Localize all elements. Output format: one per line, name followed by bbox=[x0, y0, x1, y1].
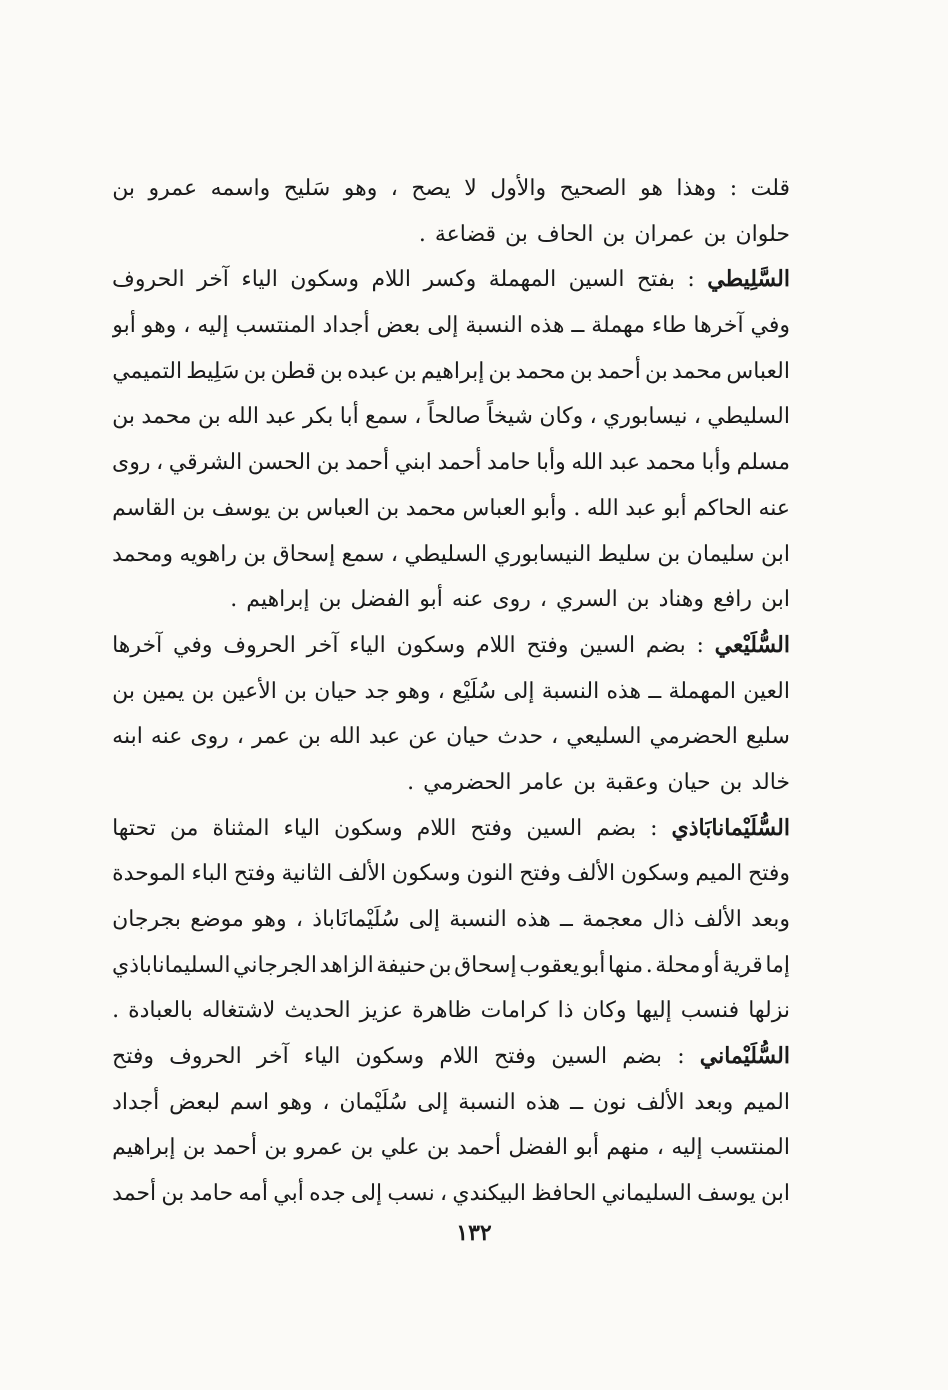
text-line: السَّلِيطي : بفتح السين المهملة وكسر اللام وسكون الياء آخر الحروف bbox=[112, 266, 790, 293]
text-line: المنتسب إليه ، منهم أبو الفضل أحمد بن علي بن عمرو بن أحمد بن إبراهيم bbox=[112, 1135, 790, 1161]
text-line: السليطي ، نيسابوري ، وكان شيخاً صالحاً ، سمع أبا بكر عبد الله بن محمد بن bbox=[112, 404, 790, 430]
text-line: العباس محمد بن أحمد بن محمد بن إبراهيم بن عبده بن قطن بن سَلِيط التميمي bbox=[112, 358, 790, 384]
text-line: ابن سليمان بن سليط النيسابوري السليطي ، سمع إسحاق بن راهويه ومحمد bbox=[112, 541, 790, 567]
text-line: خالد بن حيان وعقبة بن عامر الحضرمي . bbox=[407, 769, 790, 795]
text-line: مسلم وأبا محمد عبد الله وأبا حامد أحمد ابني أحمد بن الحسن الشرقي ، روى bbox=[112, 450, 790, 476]
text-line: الميم وبعد الألف نون ــ هذه النسبة إلى سُلَيْمان ، وهو اسم لبعض أجداد bbox=[112, 1089, 790, 1115]
text-line: السُّلَيْمانابَاذي : بضم السين وفتح اللام وسكون الياء المثناة من تحتها bbox=[112, 814, 790, 841]
text-line: وفي آخرها طاء مهملة ــ هذه النسبة إلى بعض أجداد المنتسب إليه ، وهو أبو bbox=[112, 313, 790, 339]
text-line: سليع الحضرمي السليعي ، حدث حيان عن عبد الله بن عمر ، روى عنه ابنه bbox=[112, 724, 790, 750]
page-number: ١٣٢ bbox=[456, 1220, 492, 1246]
text-line: وبعد الألف ذال معجمة ــ هذه النسبة إلى سُلَيْمانَاباذ ، وهو موضع بجرجان bbox=[112, 907, 790, 932]
text-line: قلت : وهذا هو الصحيح والأول لا يصح ، وهو سَليح واسمه عمرو بن bbox=[112, 176, 790, 201]
text-line: حلوان بن عمران بن الحاف بن قضاعة . bbox=[418, 221, 790, 247]
text-line: السُّلَيْعي : بضم السين وفتح اللام وسكون الياء آخر الحروف وفي آخرها bbox=[112, 631, 790, 658]
text-line: إما قرية أو محلة . منها أبو يعقوب إسحاق بن حنيفة الزاهد الجرجاني السليماناباذي bbox=[112, 952, 790, 978]
text-line: نزلها فنسب إليها وكان ذا كرامات ظاهرة عزيز الحديث لاشتغاله بالعبادة . bbox=[112, 998, 790, 1024]
text-line: ابن رافع وهناد بن السري ، روى عنه أبو الفضل بن إبراهيم . bbox=[230, 587, 790, 613]
text-line: العين المهملة ــ هذه النسبة إلى سُلَيْع ، وهو جد حيان بن الأعين بن يمين بن bbox=[112, 678, 790, 704]
body-text bbox=[112, 166, 790, 1217]
text-line: عنه الحاكم أبو عبد الله . وأبو العباس محمد بن العباس بن يوسف بن القاسم bbox=[112, 495, 790, 521]
text-line: ابن يوسف السليماني الحافظ البيكندي ، نسب إلى جده أبي أمه حامد بن أحمد bbox=[112, 1181, 790, 1207]
text-line: وفتح الميم وسكون الألف وفتح النون وسكون الألف الثانية وفتح الباء الموحدة bbox=[112, 861, 790, 887]
text-line: السُّلَيْماني : بضم السين وفتح اللام وسكون الياء آخر الحروف وفتح bbox=[112, 1043, 790, 1070]
